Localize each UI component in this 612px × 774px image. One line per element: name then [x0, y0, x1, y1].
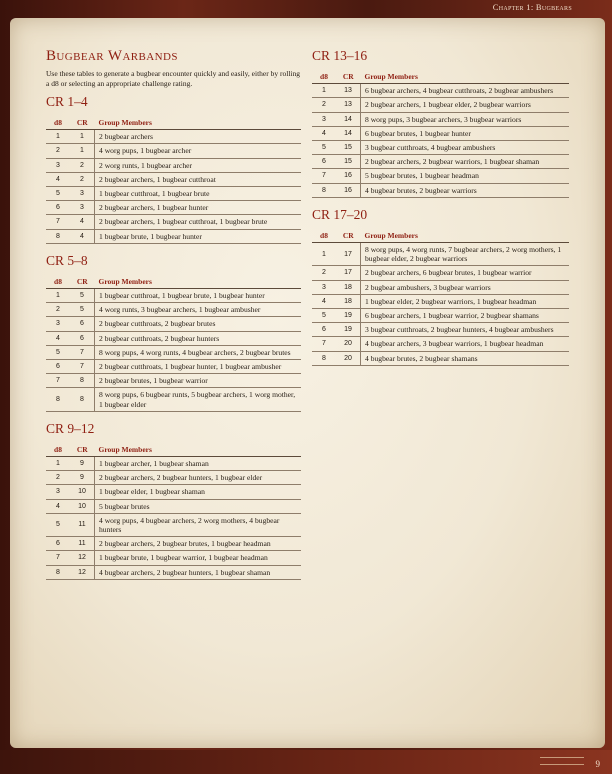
roll-cell: 3	[46, 158, 70, 172]
roll-cell: 6	[312, 155, 336, 169]
roll-cell: 7	[312, 337, 336, 351]
column-header-members: Group Members	[361, 69, 570, 84]
table-row	[312, 126, 569, 140]
table-block-cr-1-4	[46, 94, 301, 244]
column-header-members: Group Members	[95, 115, 302, 130]
group-members-cell: 2 bugbear cutthroats, 1 bugbear hunter, 1 bugbear ambusher	[95, 360, 302, 374]
table-title: CR 17–20	[312, 206, 368, 222]
cr-cell: 12	[70, 551, 95, 565]
roll-cell: 2	[312, 266, 336, 280]
cr-cell: 11	[70, 513, 95, 536]
roll-cell: 4	[312, 294, 336, 308]
cr-cell: 5	[70, 289, 95, 303]
group-members-cell: 4 worg pups, 1 bugbear archer	[95, 144, 302, 158]
cr-cell: 2	[70, 172, 95, 186]
cr-cell: 7	[70, 345, 95, 359]
column-header-d8: d8	[312, 69, 336, 84]
cr-cell: 19	[336, 309, 361, 323]
cr-cell: 16	[336, 169, 361, 183]
group-members-cell: 2 bugbear brutes, 1 bugbear warrior	[95, 374, 302, 388]
roll-cell: 5	[312, 141, 336, 155]
table-header-row	[46, 115, 301, 130]
roll-cell: 2	[46, 303, 70, 317]
table-row	[46, 215, 301, 229]
group-members-cell: 8 worg pups, 4 worg runts, 7 bugbear archers, 2 worg mothers, 1 bugbear elder, 2 bugbear warriors	[361, 243, 570, 266]
group-members-cell: 1 bugbear cutthroat, 1 bugbear brute	[95, 187, 302, 201]
roll-cell: 4	[46, 172, 70, 186]
footer-bar	[0, 750, 612, 774]
group-members-cell: 3 bugbear cutthroats, 4 bugbear ambushers	[361, 141, 570, 155]
group-members-cell: 8 worg pups, 6 bugbear runts, 5 bugbear archers, 1 worg mother, 1 bugbear elder	[95, 388, 302, 411]
cr-cell: 1	[70, 130, 95, 144]
table-title: CR 1–4	[46, 94, 88, 109]
roll-cell: 1	[46, 130, 70, 144]
group-members-cell: 5 bugbear brutes, 1 bugbear headman	[361, 169, 570, 183]
encounter-table	[46, 442, 301, 580]
table-row	[312, 169, 569, 183]
group-members-cell: 5 bugbear brutes	[95, 499, 302, 513]
column-header-cr: CR	[336, 69, 361, 84]
roll-cell: 8	[312, 183, 336, 197]
group-members-cell: 8 worg pups, 4 worg runts, 4 bugbear archers, 2 bugbear brutes	[95, 345, 302, 359]
group-members-cell: 4 worg pups, 4 bugbear archers, 2 worg mothers, 4 bugbear hunters	[95, 513, 302, 536]
roll-cell: 5	[46, 513, 70, 536]
table-row	[46, 201, 301, 215]
group-members-cell: 4 bugbear brutes, 2 bugbear shamans	[361, 351, 570, 365]
table-row	[312, 183, 569, 197]
column-header-members: Group Members	[361, 228, 570, 243]
table-row	[46, 331, 301, 345]
cr-cell: 12	[70, 565, 95, 579]
table-row	[312, 337, 569, 351]
cr-cell: 3	[70, 187, 95, 201]
table-row	[46, 158, 301, 172]
roll-cell: 7	[312, 169, 336, 183]
encounter-table	[312, 69, 569, 198]
table-row	[312, 323, 569, 337]
running-head: Chapter 1: Bugbears	[492, 2, 572, 12]
roll-cell: 2	[312, 98, 336, 112]
intro-text: Use these tables to generate a bugbear encounter quickly and easily, either by rolling a d8 or selecting an appropriate challenge rating.	[46, 69, 301, 88]
column-header-members: Group Members	[95, 274, 302, 289]
roll-cell: 8	[46, 388, 70, 411]
table-row	[46, 144, 301, 158]
roll-cell: 3	[46, 317, 70, 331]
roll-cell: 7	[46, 374, 70, 388]
cr-cell: 15	[336, 141, 361, 155]
column-header-cr: CR	[70, 442, 95, 457]
encounter-table	[46, 274, 301, 412]
group-members-cell: 4 bugbear archers, 2 bugbear hunters, 1 bugbear shaman	[95, 565, 302, 579]
roll-cell: 8	[46, 229, 70, 243]
cr-cell: 3	[70, 201, 95, 215]
roll-cell: 3	[46, 485, 70, 499]
column-header-members: Group Members	[95, 442, 302, 457]
group-members-cell: 4 bugbear archers, 3 bugbear warriors, 1 bugbear headman	[361, 337, 570, 351]
roll-cell: 3	[312, 112, 336, 126]
cr-cell: 4	[70, 215, 95, 229]
cr-cell: 10	[70, 499, 95, 513]
column-header-cr: CR	[70, 115, 95, 130]
table-block-cr-13-16	[312, 48, 569, 198]
group-members-cell: 1 bugbear elder, 1 bugbear shaman	[95, 485, 302, 499]
cr-cell: 18	[336, 294, 361, 308]
group-members-cell: 2 bugbear archers, 2 bugbear warriors, 1 bugbear shaman	[361, 155, 570, 169]
group-members-cell: 6 bugbear archers, 4 bugbear cutthroats, 2 bugbear ambushers	[361, 84, 570, 98]
table-row	[46, 289, 301, 303]
table-row	[46, 172, 301, 186]
table-header-row	[46, 442, 301, 457]
table-row	[46, 187, 301, 201]
group-members-cell: 1 bugbear brute, 1 bugbear hunter	[95, 229, 302, 243]
cr-cell: 15	[336, 155, 361, 169]
roll-cell: 5	[46, 187, 70, 201]
table-row	[46, 457, 301, 471]
table-row	[46, 471, 301, 485]
left-column	[46, 48, 301, 589]
roll-cell: 6	[46, 360, 70, 374]
roll-cell: 3	[312, 280, 336, 294]
table-title: CR 9–12	[46, 420, 95, 436]
table-row	[46, 303, 301, 317]
roll-cell: 4	[46, 499, 70, 513]
group-members-cell: 1 bugbear cutthroat, 1 bugbear brute, 1 bugbear hunter	[95, 289, 302, 303]
group-members-cell: 1 bugbear brute, 1 bugbear warrior, 1 bugbear headman	[95, 551, 302, 565]
group-members-cell: 2 bugbear archers	[95, 130, 302, 144]
table-row	[312, 84, 569, 98]
group-members-cell: 4 bugbear brutes, 2 bugbear warriors	[361, 183, 570, 197]
group-members-cell: 2 bugbear archers, 1 bugbear elder, 2 bugbear warriors	[361, 98, 570, 112]
table-row	[46, 229, 301, 243]
group-members-cell: 6 bugbear brutes, 1 bugbear hunter	[361, 126, 570, 140]
cr-cell: 13	[336, 98, 361, 112]
table-row	[46, 388, 301, 411]
table-row	[312, 112, 569, 126]
roll-cell: 8	[312, 351, 336, 365]
table-block-cr-5-8	[46, 253, 301, 412]
group-members-cell: 2 bugbear cutthroats, 2 bugbear hunters	[95, 331, 302, 345]
right-column	[312, 48, 569, 375]
cr-cell: 8	[70, 388, 95, 411]
table-row	[46, 565, 301, 579]
group-members-cell: 2 bugbear archers, 1 bugbear cutthroat	[95, 172, 302, 186]
group-members-cell: 1 bugbear elder, 2 bugbear warriors, 1 bugbear headman	[361, 294, 570, 308]
table-row	[46, 551, 301, 565]
table-row	[312, 141, 569, 155]
cr-cell: 6	[70, 317, 95, 331]
group-members-cell: 2 bugbear ambushers, 3 bugbear warriors	[361, 280, 570, 294]
table-row	[46, 513, 301, 536]
table-title: CR 13–16	[312, 48, 368, 63]
group-members-cell: 8 worg pups, 3 bugbear archers, 3 bugbear warriors	[361, 112, 570, 126]
cr-cell: 11	[70, 537, 95, 551]
table-row	[312, 98, 569, 112]
roll-cell: 1	[46, 457, 70, 471]
table-row	[312, 309, 569, 323]
table-row	[46, 374, 301, 388]
table-row	[46, 360, 301, 374]
table-block-cr-17-20	[312, 207, 569, 366]
table-header-row	[312, 228, 569, 243]
group-members-cell: 2 bugbear archers, 2 bugbear hunters, 1 bugbear elder	[95, 471, 302, 485]
cr-cell: 5	[70, 303, 95, 317]
roll-cell: 6	[312, 323, 336, 337]
table-row	[46, 345, 301, 359]
cr-cell: 20	[336, 337, 361, 351]
cr-cell: 14	[336, 112, 361, 126]
roll-cell: 5	[312, 309, 336, 323]
page-number: 9	[595, 759, 600, 769]
cr-cell: 16	[336, 183, 361, 197]
cr-cell: 20	[336, 351, 361, 365]
roll-cell: 1	[312, 84, 336, 98]
table-block-cr-9-12	[46, 421, 301, 580]
roll-cell: 5	[46, 345, 70, 359]
group-members-cell: 6 bugbear archers, 1 bugbear warrior, 2 bugbear shamans	[361, 309, 570, 323]
roll-cell: 2	[46, 471, 70, 485]
table-row	[46, 130, 301, 144]
group-members-cell: 2 bugbear archers, 1 bugbear hunter	[95, 201, 302, 215]
column-header-d8: d8	[46, 115, 70, 130]
cr-cell: 6	[70, 331, 95, 345]
cr-cell: 17	[336, 243, 361, 266]
cr-cell: 14	[336, 126, 361, 140]
table-row	[312, 280, 569, 294]
cr-cell: 1	[70, 144, 95, 158]
table-title: CR 5–8	[46, 252, 88, 268]
section-title: Bugbear Warbands	[46, 48, 178, 64]
group-members-cell: 2 bugbear archers, 6 bugbear brutes, 1 bugbear warrior	[361, 266, 570, 280]
table-header-row	[46, 274, 301, 289]
arrow-decoration-icon	[540, 757, 584, 765]
roll-cell: 6	[46, 537, 70, 551]
cr-cell: 18	[336, 280, 361, 294]
table-row	[46, 317, 301, 331]
cr-cell: 9	[70, 457, 95, 471]
table-row	[312, 266, 569, 280]
table-row	[312, 351, 569, 365]
roll-cell: 1	[312, 243, 336, 266]
table-row	[46, 499, 301, 513]
group-members-cell: 2 worg runts, 1 bugbear archer	[95, 158, 302, 172]
roll-cell: 6	[46, 201, 70, 215]
table-header-row	[312, 69, 569, 84]
column-header-d8: d8	[46, 442, 70, 457]
cr-cell: 8	[70, 374, 95, 388]
group-members-cell: 4 worg runts, 3 bugbear archers, 1 bugbear ambusher	[95, 303, 302, 317]
roll-cell: 4	[46, 331, 70, 345]
group-members-cell: 2 bugbear archers, 2 bugbear brutes, 1 bugbear headman	[95, 537, 302, 551]
column-header-cr: CR	[336, 228, 361, 243]
roll-cell: 7	[46, 551, 70, 565]
group-members-cell: 2 bugbear cutthroats, 2 bugbear brutes	[95, 317, 302, 331]
encounter-table	[46, 115, 301, 244]
cr-cell: 13	[336, 84, 361, 98]
table-row	[46, 537, 301, 551]
cr-cell: 19	[336, 323, 361, 337]
roll-cell: 1	[46, 289, 70, 303]
roll-cell: 8	[46, 565, 70, 579]
cr-cell: 2	[70, 158, 95, 172]
group-members-cell: 1 bugbear archer, 1 bugbear shaman	[95, 457, 302, 471]
cr-cell: 7	[70, 360, 95, 374]
encounter-table	[312, 228, 569, 366]
column-header-cr: CR	[70, 274, 95, 289]
cr-cell: 10	[70, 485, 95, 499]
table-row	[312, 294, 569, 308]
group-members-cell: 3 bugbear cutthroats, 2 bugbear hunters, 4 bugbear ambushers	[361, 323, 570, 337]
column-header-d8: d8	[312, 228, 336, 243]
roll-cell: 4	[312, 126, 336, 140]
cr-cell: 9	[70, 471, 95, 485]
table-row	[46, 485, 301, 499]
roll-cell: 7	[46, 215, 70, 229]
column-header-d8: d8	[46, 274, 70, 289]
table-row	[312, 243, 569, 266]
cr-cell: 4	[70, 229, 95, 243]
cr-cell: 17	[336, 266, 361, 280]
group-members-cell: 2 bugbear archers, 1 bugbear cutthroat, 1 bugbear brute	[95, 215, 302, 229]
table-row	[312, 155, 569, 169]
roll-cell: 2	[46, 144, 70, 158]
